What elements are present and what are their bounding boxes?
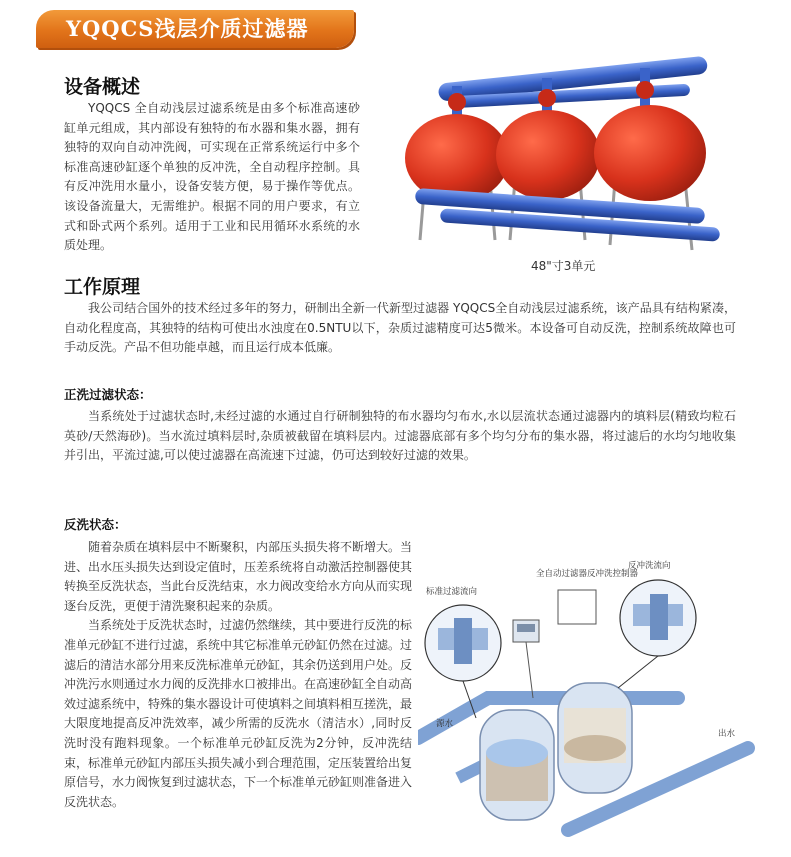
label-controller: 全自动过滤器反冲洗控制器 (536, 569, 639, 579)
backwash-block (64, 538, 412, 812)
backwash-heading: 反洗状态： (64, 517, 127, 532)
principle-heading: 工作原理 (64, 276, 141, 298)
overview-text: YQQCS 全自动浅层过滤系统是由多个标准高速砂缸单元组成，其内部设有独特的布水器和集水器，拥有独特的双向自动冲洗阀，可实现在正常系统运行中多个标准高速砂缸逐个单独的反冲洗，全自动程序控制。具有反冲洗用水量小，设备安装方便，易于操作等优点。该设备流量大，无需维护。根据不同的用户要求，有立式和卧式两个系列。适用于工业和民用循环水系统的水质处理。 (64, 101, 360, 253)
right-valve-detail (618, 580, 696, 688)
sand-tank-1 (405, 114, 509, 202)
backwash-text-1: 随着杂质在填料层中不断聚积，内部压头损失将不断增大。当进、出水压头损失达到设定值时，压差系统将自动激活控制器使其转换至反洗状态，当此台反洗结束，水力阀改变给水方向从而实现逐台反洗，更便于清洗聚积起来的杂质。 (64, 540, 413, 613)
overview-heading: 设备概述 (64, 76, 141, 98)
label-left-valve: 标准过滤流向 (426, 587, 478, 597)
forward-text: 当系统处于过滤状态时,未经过滤的水通过自行研制独特的布水器均匀布水,水以层流状态通过滤器内的填料层(精致均粒石英砂/天然海砂)。当水流过填料层时,杂质被截留在填料层内。过滤器底部有多个均匀分布的集水器，将过滤后的水均匀地收集并引出，平流过滤,可以使过滤器在高流速下过滤，仍可达到较好过滤的效果。 (64, 409, 736, 463)
controller-box (513, 590, 596, 698)
label-outlet: 出水 (718, 729, 736, 739)
principle-text: 我公司结合国外的技术经过多年的努力，研制出全新一代新型过滤器 YQQCS全自动浅层过滤系统，该产品具有结构紧凑，自动化程度高，其独特的结构可使出水浊度在0.5NTU以下，杂质过滤精度可达5微米。本设备可自动反洗，控制系统故障也可手动反洗。产品不但功能卓越，而且运行成本低廉。 (64, 301, 736, 355)
title-badge (36, 10, 354, 48)
page-title: YQQCS浅层介质过滤器 (66, 16, 309, 41)
label-right-valve: 反冲洗流向 (628, 561, 671, 571)
sand-tank-2 (496, 110, 600, 200)
label-inlet: 源水 (436, 719, 454, 729)
sand-tank-3 (594, 105, 706, 201)
backwash-diagram (418, 548, 763, 838)
diagram-tank-left (480, 710, 554, 820)
backwash-text-2: 当系统处于反洗状态时，过滤仍然继续，其中要进行反洗的标准单元砂缸不进行过滤，系统中其它标准单元砂缸仍然在过滤。过滤后的清洁水部分用来反洗标准单元砂缸，其余仍送到用户处。反冲洗污水则通过水力阀的反洗排水口被排出。在高速砂缸全自动高效过滤系统中，特殊的集水器设计可使填料之间填料相互搓洗，最大限度地提高反冲洗效率，减少所需的反洗水（清洁水）,同时反洗时没有跑料现象。一个标准单元砂缸反洗为2分钟，反冲洗结束，标准单元砂缸内部压头损失减小到合理范围，定压装置给出复原信号，水力阀恢复到过滤状态，下一个标准单元砂缸则准备进入反洗状态。 (64, 618, 413, 809)
forward-heading: 正洗过滤状态： (64, 387, 152, 402)
filter-units-illustration (400, 40, 730, 258)
diagram-tank-right (558, 683, 632, 793)
product-caption: 48"寸3单元 (531, 259, 596, 273)
